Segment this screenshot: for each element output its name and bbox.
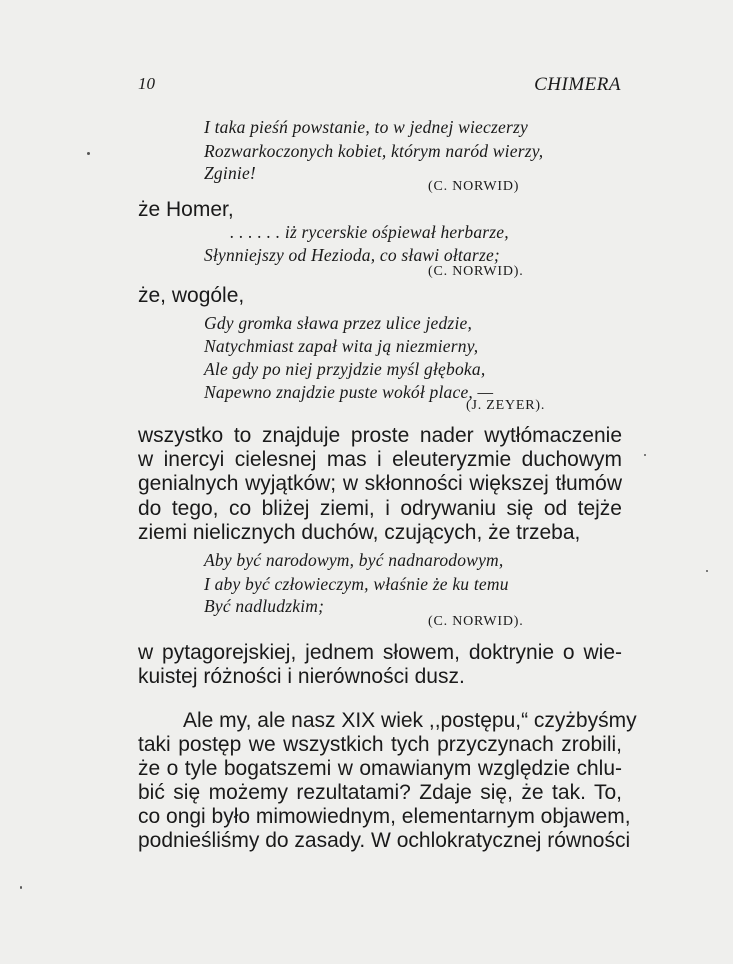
quote-attribution: (C. NORWID). — [428, 264, 524, 279]
connector-text: że Homer, — [138, 198, 234, 221]
scan-speck — [20, 886, 22, 889]
quote-attribution: (J. ZEYER). — [466, 398, 546, 413]
page-header — [138, 74, 621, 98]
paragraph-line: genialnych wyjątków; w skłonności większej tłumów — [138, 472, 622, 495]
paragraph-line: taki postęp we wszystkich tych przyczynach zrobili, — [138, 733, 622, 756]
connector-text: że, wogóle, — [138, 284, 245, 307]
scan-speck — [87, 152, 90, 155]
paragraph-line: w pytagorejskiej, jednem słowem, doktrynie o wie- — [138, 641, 622, 664]
quote-line: Napewno znajdzie puste wokół place, — — [204, 382, 494, 402]
quote-line: Ale gdy po niej przyjdzie myśl głęboka, — [204, 359, 486, 379]
paragraph-line: podnieśliśmy do zasady. W ochlokratycznej równości — [138, 829, 631, 852]
scan-speck — [706, 570, 708, 572]
quote-line: Gdy gromka sława przez ulice jedzie, — [204, 313, 473, 333]
paragraph-line: ziemi nielicznych duchów, czujących, że trzeba, — [138, 521, 581, 544]
quote-line: Zginie! — [204, 163, 256, 183]
quote-line: I aby być człowieczym, właśnie że ku temu — [204, 574, 509, 594]
quote-line: Być nadludzkim; — [204, 596, 325, 616]
quote-line: Aby być narodowym, być nadnarodowym, — [204, 550, 504, 570]
quote-line: I taka pieśń powstanie, to w jednej wieczerzy — [204, 117, 528, 137]
paragraph-line: wszystko to znajduje proste nader wytłómaczenie — [138, 424, 622, 447]
paragraph-line: kuistej różności i nierówności dusz. — [138, 665, 465, 688]
quote-line: . . . . . . iż rycerskie ośpiewał herbarze, — [230, 222, 509, 242]
paragraph-line: w inercyi cielesnej mas i eleuteryzmie duchowym — [138, 448, 622, 471]
paragraph-line: Ale my, ale nasz XIX wiek ,,postępu,“ czyżbyśmy — [183, 709, 637, 732]
quote-line: Rozwarkoczonych kobiet, którym naród wierzy, — [204, 141, 544, 161]
page-number: 10 — [138, 74, 155, 93]
paragraph-line: do tego, co bliżej ziemi, i odrywaniu się od tejże — [138, 497, 622, 520]
paragraph-line: że o tyle bogatszemi w omawianym względzie chlu- — [138, 757, 622, 780]
scan-speck — [644, 454, 646, 456]
quote-attribution: (C. NORWID). — [428, 614, 524, 629]
quote-line: Natychmiast zapał wita ją niezmierny, — [204, 336, 479, 356]
running-title: CHIMERA — [534, 74, 621, 95]
paragraph-line: co ongi było mimowiednym, elementarnym objawem, — [138, 805, 631, 828]
quote-line: Słynniejszy od Hezioda, co sławi ołtarze; — [204, 245, 500, 265]
paragraph-line: bić się możemy rezultatami? Zdaje się, że tak. To, — [138, 781, 622, 804]
quote-attribution: (C. NORWID) — [428, 179, 520, 194]
